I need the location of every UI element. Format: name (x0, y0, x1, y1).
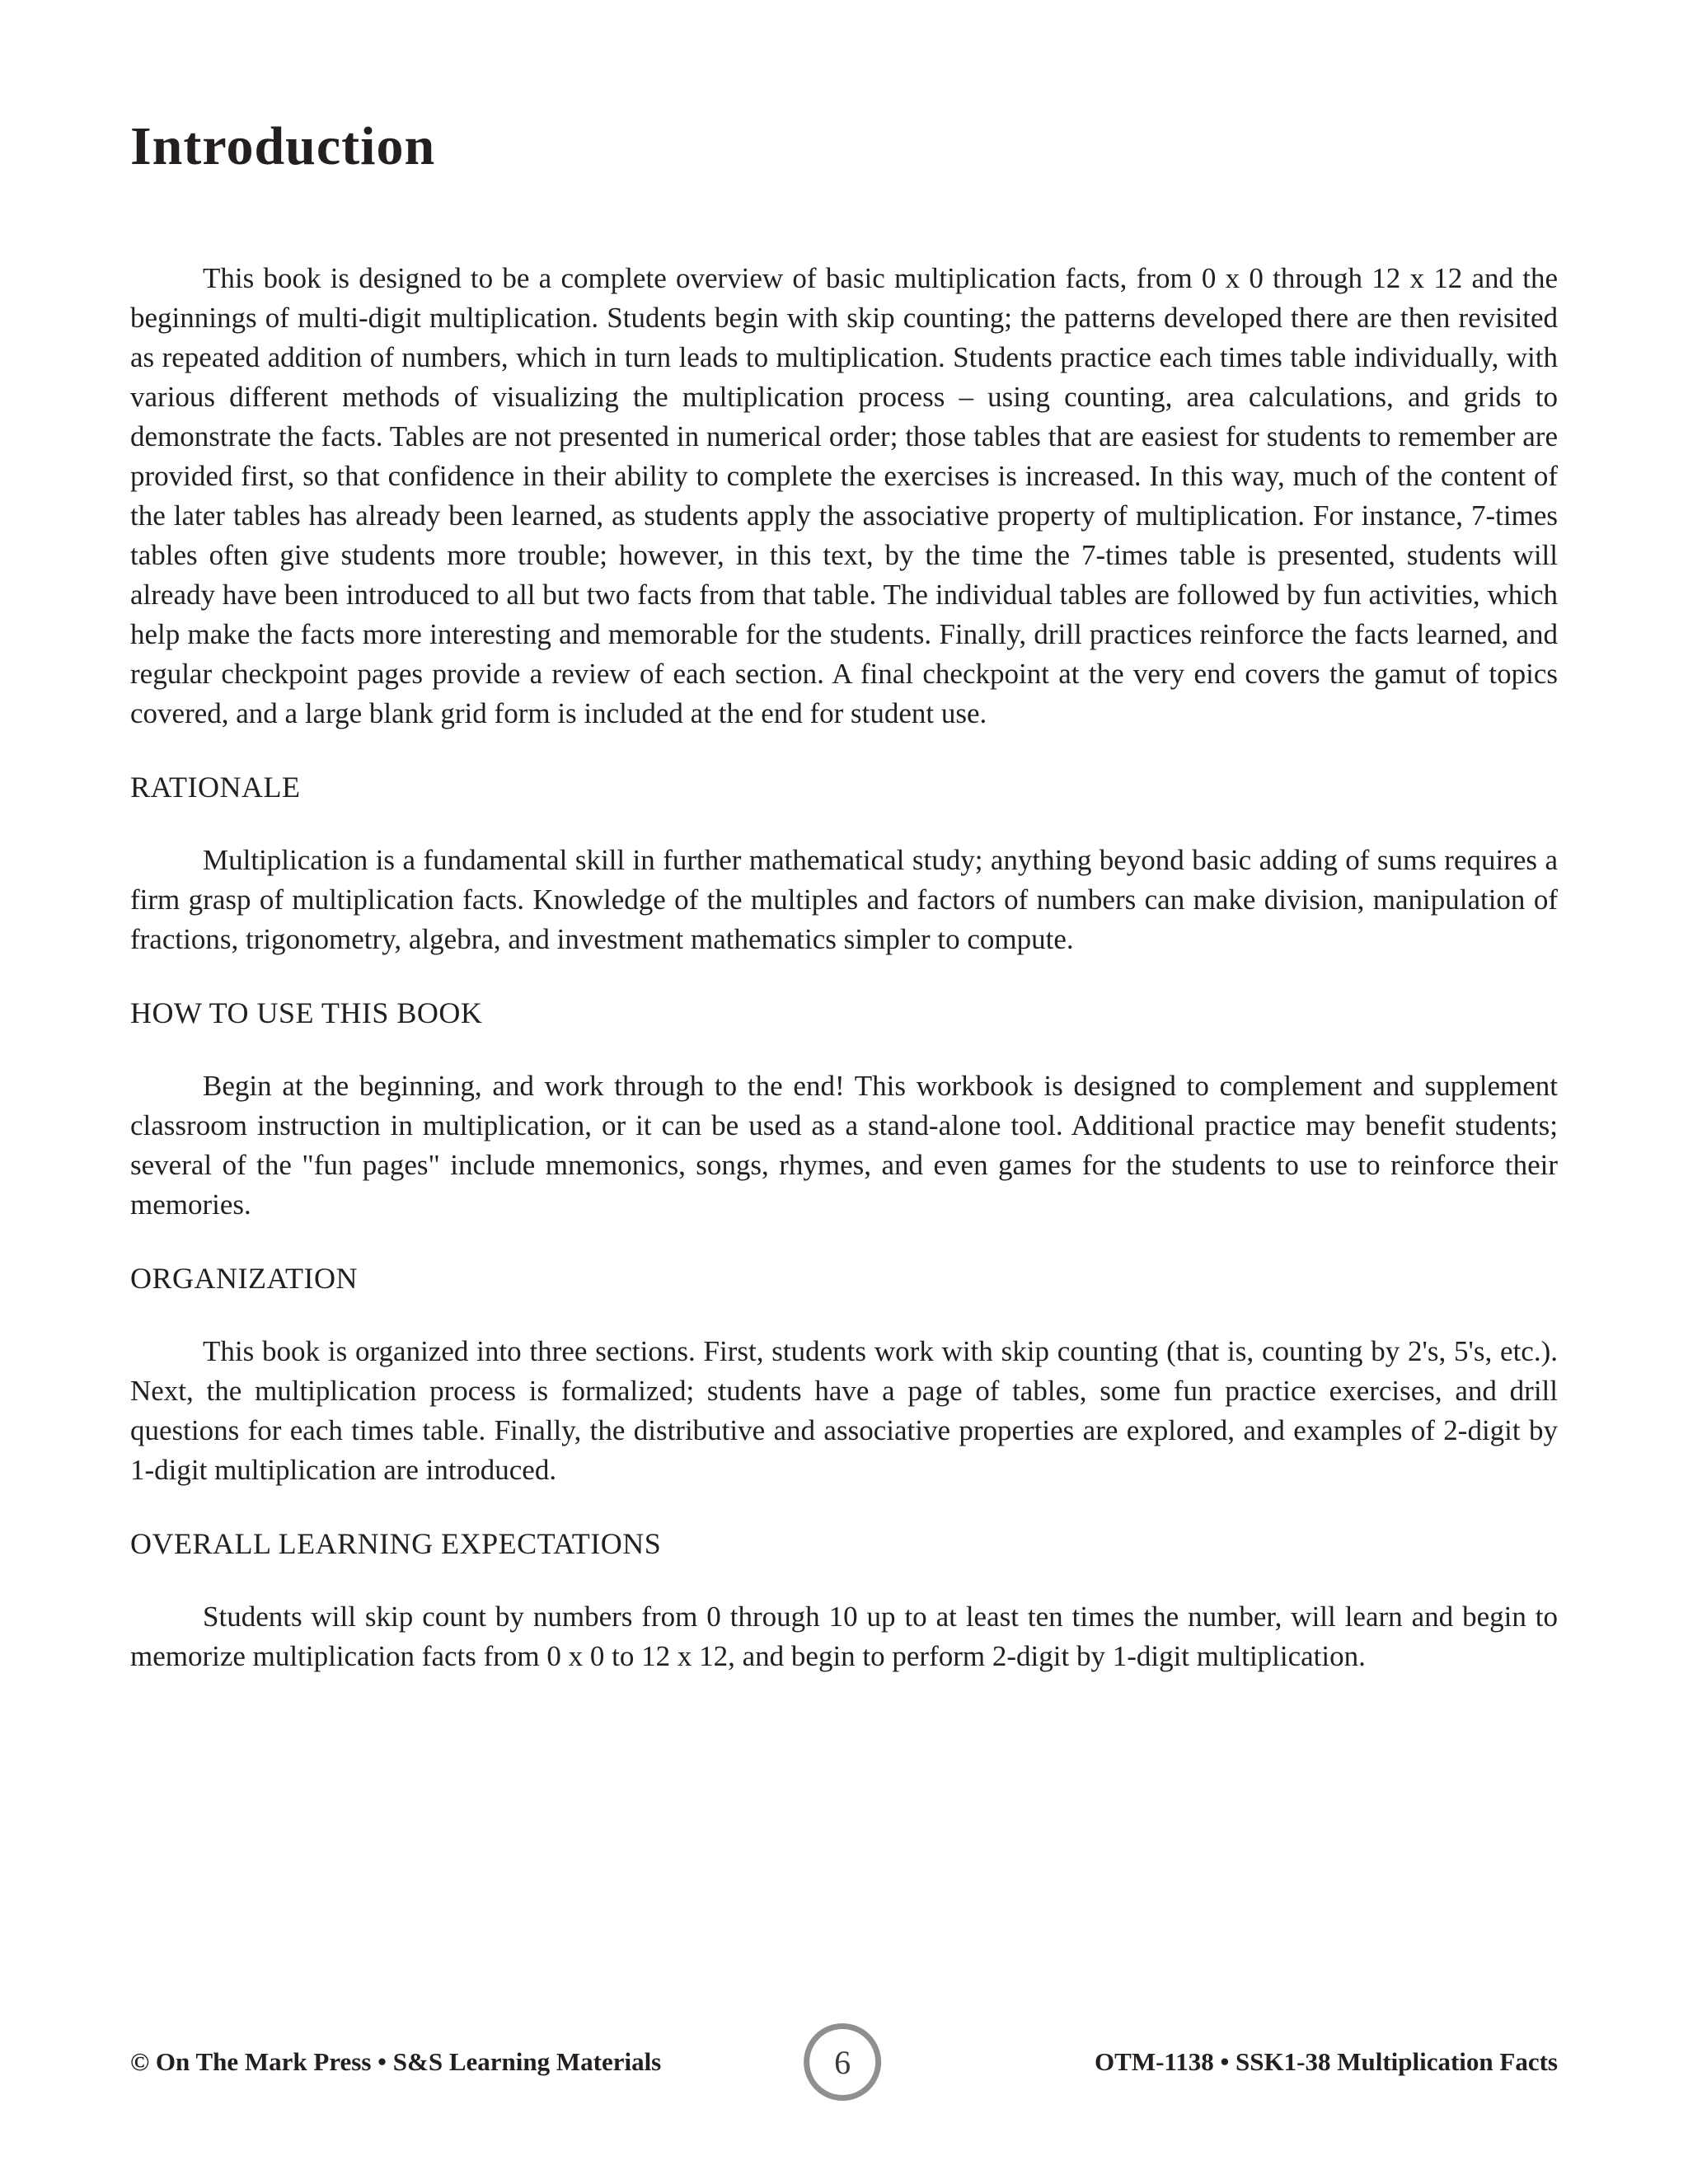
rationale-paragraph: Multiplication is a fundamental skill in further mathematical study; anything beyond basic adding of sums requires a firm grasp of multiplication facts. Knowledge of the multiples and factors of numbers can make division, manipulation of fractions, trigonometry, algebra, and investment mathematics simpler to compute. (130, 844, 1558, 955)
learning-expectations-paragraph: Students will skip count by numbers from 0 through 10 up to at least ten times the number, will learn and begin to memorize multiplication facts from 0 x 0 to 12 x 12, and begin to perform 2-digit by 1-digit multiplication. (130, 1601, 1558, 1672)
page-number-badge (804, 2023, 881, 2101)
section-heading-rationale: RATIONALE (130, 771, 301, 804)
organization-paragraph: This book is organized into three sections. First, students work with skip counting (that is, counting by 2's, 5's, etc.). Next, the multiplication process is formalized; students have a page of tables, some fun practice exercises, and drill questions for each times table. Finally, the distributive and associative properties are explored, and examples of 2-digit by 1-digit multiplication are introduced. (130, 1335, 1558, 1486)
footer-product-code: OTM-1138 • SSK1-38 Multiplication Facts (1095, 2047, 1558, 2076)
how-to-use-paragraph: Begin at the beginning, and work through to the end! This workbook is designed to complement and supplement classroom instruction in multiplication, or it can be used as a stand-alone tool. Additional practice may benefit students; several of the "fun pages" include mnemonics, songs, rhymes, and even games for the students to use to reinforce their memories. (130, 1070, 1558, 1221)
section-heading-organization: ORGANIZATION (130, 1262, 358, 1295)
page-title: Introduction (130, 116, 436, 176)
footer-copyright: © On The Mark Press • S&S Learning Materials (130, 2047, 662, 2076)
section-heading-learning-expectations: OVERALL LEARNING EXPECTATIONS (130, 1527, 662, 1560)
page-number: 6 (834, 2043, 851, 2081)
section-heading-how-to-use: HOW TO USE THIS BOOK (130, 996, 483, 1029)
intro-paragraph: This book is designed to be a complete overview of basic multiplication facts, from 0 x 0 through 12 x 12 and the beginnings of multi-digit multiplication. Students begin with skip counting; the patterns developed there are then revisited as repeated addition of numbers, which in turn leads to multiplication. Students practice each times table individually, with various different methods of visualizing the multiplication process – using counting, area calculations, and grids to demonstrate the facts. Tables are not presented in numerical order; those tables that are easiest for students to remember are provided first, so that confidence in their ability to complete the exercises is increased. In this way, much of the content of the later tables has already been learned, as students apply the associative property of multiplication. For instance, 7-times tables often give students more trouble; however, in this text, by the time the 7-times table is presented, students will already have been introduced to all but two facts from that table. The individual tables are followed by fun activities, which help make the facts more interesting and memorable for the students. Finally, drill practices reinforce the facts learned, and regular checkpoint pages provide a review of each section. A final checkpoint at the very end covers the gamut of topics covered, and a large blank grid form is included at the end for student use. (130, 262, 1558, 729)
page-footer (130, 2021, 1558, 2103)
